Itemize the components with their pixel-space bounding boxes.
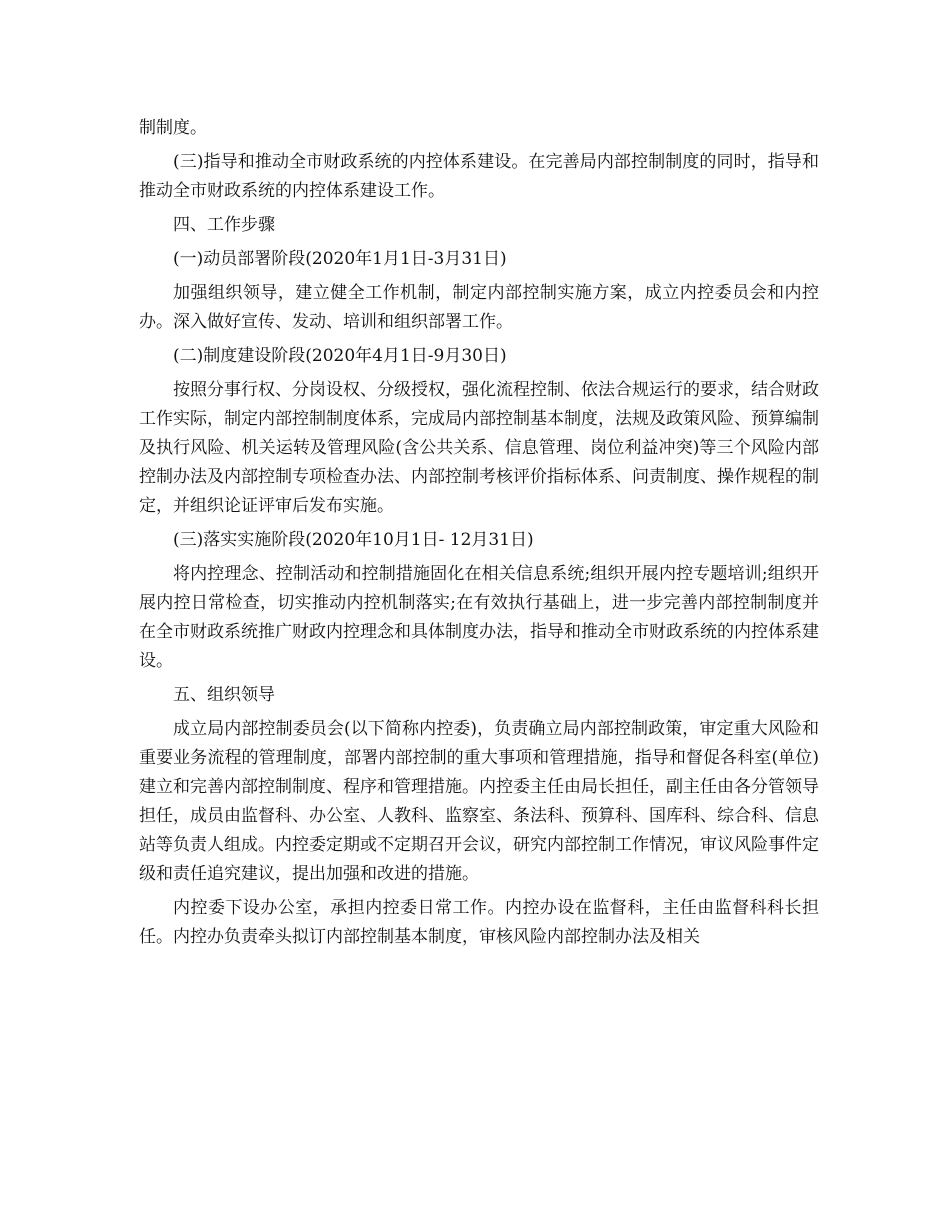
paragraph-mobilization: 加强组织领导，建立健全工作机制，制定内部控制实施方案，成立内控委员会和内控办。深入做好宣传、发动、培训和组织部署工作。 (139, 283, 819, 332)
subheading-mobilization-phase: (一)动员部署阶段(2020年1月1日-3月31日) (173, 249, 507, 269)
paragraph-continuation: 制制度。 (139, 118, 207, 138)
subheading-system-building-phase: (二)制度建设阶段(2020年4月1日-9月30日) (173, 346, 507, 366)
paragraph-implementation: 将内控理念、控制活动和控制措施固化在相关信息系统;组织开展内控专题培训;组织开展内控日常检查，切实推动内控机制落实;在有效执行基础上，进一步完善内部控制制度并在全市财政系统推广财政内控理念和具体制度办法，指导和推动全市财政系统的内控体系建设。 (139, 564, 819, 671)
document-body (139, 114, 819, 952)
section-heading-organization: 五、组织领导 (173, 685, 275, 705)
paragraph-item-3: (三)指导和推动全市财政系统的内控体系建设。在完善局内部控制制度的同时，指导和推动全市财政系统的内控体系建设工作。 (139, 152, 819, 201)
paragraph-system-building: 按照分事行权、分岗设权、分级授权，强化流程控制、依法合规运行的要求，结合财政工作实际，制定内部控制制度体系，完成局内部控制基本制度，法规及政策风险、预算编制及执行风险、机关运转及管理风险(含公共关系、信息管理、岗位利益冲突)等三个风险内部控制办法及内部控制专项检查办法、内部控制考核评价指标体系、问责制度、操作规程的制定，并组织论证评审后发布实施。 (139, 380, 819, 516)
paragraph-office: 内控委下设办公室，承担内控委日常工作。内控办设在监督科，主任由监督科科长担任。内控办负责牵头拟订内部控制基本制度，审核风险内部控制办法及相关 (139, 898, 819, 947)
section-heading-work-steps: 四、工作步骤 (173, 215, 275, 235)
paragraph-committee: 成立局内部控制委员会(以下简称内控委)，负责确立局内部控制政策，审定重大风险和重要业务流程的管理制度，部署内部控制的重大事项和管理措施，指导和督促各科室(单位)建立和完善内部控制制度、程序和管理措施。内控委主任由局长担任，副主任由各分管领导担任，成员由监督科、办公室、人教科、监察室、条法科、预算科、国库科、综合科、信息站等负责人组成。内控委定期或不定期召开会议，研究内部控制工作情况，审议风险事件定级和责任追究建议，提出加强和改进的措施。 (139, 719, 819, 884)
subheading-implementation-phase: (三)落实实施阶段(2020年10月1日- 12月31日) (173, 530, 534, 550)
